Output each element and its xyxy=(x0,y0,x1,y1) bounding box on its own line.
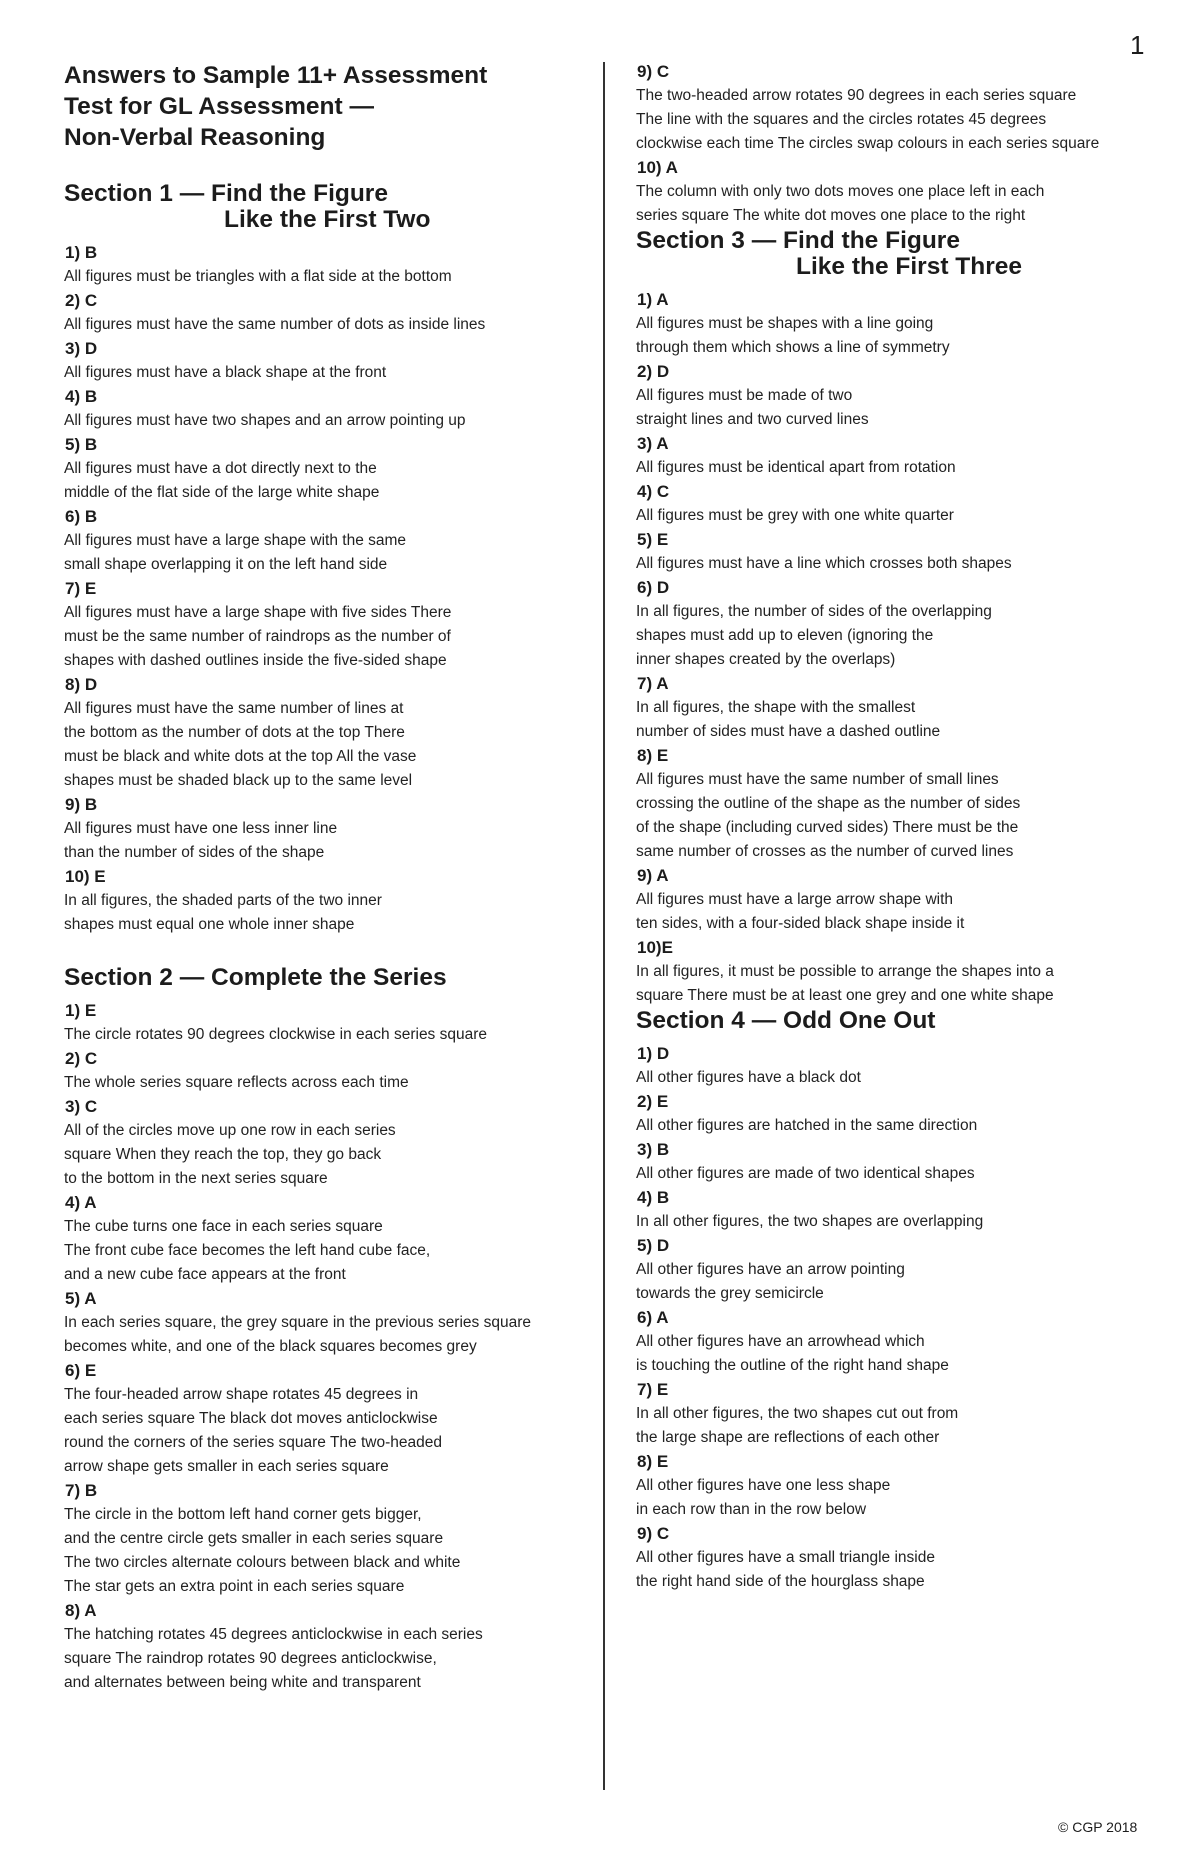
document-title-line: Non-Verbal Reasoning xyxy=(64,124,326,151)
answer-item xyxy=(636,1186,1156,1234)
answer-label: 10) E xyxy=(65,867,106,886)
answer-item xyxy=(636,1378,1156,1450)
answer-item xyxy=(636,864,1156,936)
answer-explanation: In each series square, the grey square in the previous series square becomes white, and one of the black squares becomes grey xyxy=(64,1314,531,1355)
answer-explanation: In all figures, the number of sides of the overlapping shapes must add up to eleven (ignoring the inner shapes created by the overlaps) xyxy=(636,603,992,668)
answer-label: 6) D xyxy=(637,578,670,597)
answer-label: 10)E xyxy=(637,938,673,957)
answer-explanation: All of the circles move up one row in each series square When they reach the top, they go back to the bottom in the next series square xyxy=(64,1122,396,1187)
answer-item xyxy=(64,1287,584,1359)
answer-explanation: All other figures have a black dot xyxy=(636,1069,861,1086)
answer-label: 3) A xyxy=(637,434,669,453)
section-4 xyxy=(636,1008,1156,1594)
answer-label: 2) C xyxy=(65,291,98,310)
answer-item xyxy=(636,744,1156,864)
answer-explanation: The circle in the bottom left hand corner gets bigger, and the centre circle gets smaller in each series square The two circles alternate colours between black and white The star gets an extra point in each series square xyxy=(64,1506,461,1595)
answer-label: 1) D xyxy=(637,1044,670,1063)
answer-label: 7) A xyxy=(637,674,669,693)
answer-item xyxy=(64,289,584,337)
answer-explanation: All figures must have a dot directly next to the middle of the flat side of the large white shape xyxy=(64,460,380,501)
answer-item xyxy=(636,288,1156,360)
answer-label: 9) C xyxy=(637,62,670,81)
answer-item xyxy=(636,432,1156,480)
answer-item xyxy=(64,241,584,289)
answer-label: 9) A xyxy=(637,866,669,885)
answer-item xyxy=(636,1138,1156,1186)
answer-label: 5) D xyxy=(637,1236,670,1255)
answer-label: 8) D xyxy=(65,675,98,694)
section-title-line: Like the First Three xyxy=(796,253,1023,280)
section-title xyxy=(64,181,584,233)
section-title-line: Section 1 — Find the Figure xyxy=(64,180,388,207)
answer-label: 3) B xyxy=(637,1140,670,1159)
answer-item xyxy=(636,156,1156,228)
answer-label: 1) B xyxy=(65,243,98,262)
answer-explanation: All figures must have the same number of small lines crossing the outline of the shape as the number of sides of the shape (including curved sides) There must be the same number of crosses as the number of curved lines xyxy=(636,771,1021,860)
answer-label: 3) C xyxy=(65,1097,98,1116)
answer-item xyxy=(64,865,584,937)
answer-item xyxy=(64,1191,584,1287)
answer-item xyxy=(636,360,1156,432)
answer-label: 7) B xyxy=(65,1481,98,1500)
answer-label: 8) A xyxy=(65,1601,97,1620)
section-title-line: Section 2 — Complete the Series xyxy=(64,964,447,991)
answer-item xyxy=(64,1599,584,1695)
answer-explanation: In all figures, the shaded parts of the two inner shapes must equal one whole inner shape xyxy=(64,892,382,933)
answer-label: 1) A xyxy=(637,290,669,309)
answer-explanation: All figures must have a large arrow shape with ten sides, with a four-sided black shape inside it xyxy=(636,891,965,932)
answer-explanation: In all figures, it must be possible to arrange the shapes into a square There must be at least one grey and one white shape xyxy=(636,963,1054,1004)
answer-item xyxy=(64,337,584,385)
section-title-line: Section 4 — Odd One Out xyxy=(636,1007,936,1034)
answer-label: 4) A xyxy=(65,1193,97,1212)
answer-label: 2) C xyxy=(65,1049,98,1068)
section-2 xyxy=(64,965,584,1695)
answer-item xyxy=(64,793,584,865)
answer-item xyxy=(636,936,1156,1008)
answer-item xyxy=(636,528,1156,576)
answer-item xyxy=(64,1095,584,1191)
answer-label: 9) C xyxy=(637,1524,670,1543)
answer-explanation: All figures must be identical apart from rotation xyxy=(636,459,956,476)
section-3 xyxy=(636,228,1156,1008)
answer-label: 4) C xyxy=(637,482,670,501)
answer-explanation: In all other figures, the two shapes are overlapping xyxy=(636,1213,984,1230)
answer-label: 10) A xyxy=(637,158,678,177)
answer-label: 5) B xyxy=(65,435,98,454)
answer-explanation: All figures must have a line which crosses both shapes xyxy=(636,555,1012,572)
answer-label: 5) E xyxy=(637,530,669,549)
copyright-notice: © CGP 2018 xyxy=(1058,1819,1138,1835)
answer-label: 7) E xyxy=(65,579,97,598)
answer-label: 9) B xyxy=(65,795,98,814)
answer-label: 3) D xyxy=(65,339,98,358)
answer-explanation: All other figures are hatched in the same direction xyxy=(636,1117,978,1134)
page-number: 1 xyxy=(1130,30,1145,60)
answer-item xyxy=(636,672,1156,744)
answer-label: 2) E xyxy=(637,1092,669,1111)
answer-item xyxy=(636,1522,1156,1594)
answer-explanation: The cube turns one face in each series square The front cube face becomes the left hand cube face, and a new cube face appears at the front xyxy=(64,1218,431,1283)
answer-explanation: The column with only two dots moves one place left in each series square The white dot moves one place to the right xyxy=(636,183,1045,224)
section-title-line: Like the First Two xyxy=(224,206,431,233)
answer-label: 4) B xyxy=(65,387,98,406)
section-title xyxy=(64,965,584,991)
answer-explanation: All figures must be made of two straight lines and two curved lines xyxy=(636,387,869,428)
answer-explanation: All figures must have a large shape with five sides There must be the same number of raindrops as the number of shapes with dashed outlines inside the five-sided shape xyxy=(64,604,452,669)
section-2-continued xyxy=(636,60,1156,228)
answer-explanation: All other figures have a small triangle inside the right hand side of the hourglass shape xyxy=(636,1549,935,1590)
answer-explanation: All figures must have one less inner line than the number of sides of the shape xyxy=(64,820,338,861)
document-title xyxy=(64,60,584,153)
answer-explanation: The circle rotates 90 degrees clockwise in each series square xyxy=(64,1026,488,1043)
answer-label: 8) E xyxy=(637,746,669,765)
answer-label: 1) E xyxy=(65,1001,97,1020)
answer-explanation: All other figures have an arrowhead which is touching the outline of the right hand shape xyxy=(636,1333,949,1374)
answer-explanation: The two-headed arrow rotates 90 degrees in each series square The line with the squares and the circles rotates 45 degrees clockwise each time The circles swap colours in each series square xyxy=(636,87,1100,152)
answer-item xyxy=(636,1306,1156,1378)
answer-explanation: All figures must have the same number of lines at the bottom as the number of dots at the top There must be black and white dots at the top All the vase shapes must be shaded black up to the same level xyxy=(64,700,417,789)
answer-explanation: All other figures have an arrow pointing towards the grey semicircle xyxy=(636,1261,905,1302)
document-title-line: Answers to Sample 11+ Assessment xyxy=(64,62,488,89)
answer-item xyxy=(64,1047,584,1095)
answer-item xyxy=(636,480,1156,528)
right-column xyxy=(636,60,1156,1594)
section-title xyxy=(636,1008,1156,1034)
answer-item xyxy=(64,577,584,673)
answer-item xyxy=(64,999,584,1047)
answer-explanation: In all other figures, the two shapes cut out from the large shape are reflections of each other xyxy=(636,1405,959,1446)
answer-label: 2) D xyxy=(637,362,670,381)
section-1 xyxy=(64,181,584,937)
answer-explanation: All other figures have one less shape in each row than in the row below xyxy=(636,1477,891,1518)
answer-label: 6) B xyxy=(65,507,98,526)
section-title-line: Section 3 — Find the Figure xyxy=(636,227,960,254)
answer-explanation: The hatching rotates 45 degrees anticlockwise in each series square The raindrop rotates 90 degrees anticlockwise, and alternates between being white and transparent xyxy=(64,1626,483,1691)
answer-label: 4) B xyxy=(637,1188,670,1207)
answer-item xyxy=(64,673,584,793)
answer-item xyxy=(636,60,1156,156)
answer-explanation: The four-headed arrow shape rotates 45 degrees in each series square The black dot moves anticlockwise round the corners of the series square The two-headed arrow shape gets smaller in each series square xyxy=(64,1386,442,1475)
section-title xyxy=(636,228,1156,280)
answer-explanation: All other figures are made of two identical shapes xyxy=(636,1165,975,1182)
answer-explanation: All figures must be grey with one white quarter xyxy=(636,507,954,524)
answer-item xyxy=(636,1450,1156,1522)
answer-label: 6) A xyxy=(637,1308,669,1327)
answer-item xyxy=(64,1479,584,1599)
answer-explanation: All figures must have the same number of dots as inside lines xyxy=(64,316,486,333)
answer-item xyxy=(636,1090,1156,1138)
answer-label: 6) E xyxy=(65,1361,97,1380)
answer-item xyxy=(64,385,584,433)
answer-item xyxy=(636,1234,1156,1306)
column-divider xyxy=(603,62,605,1790)
answer-explanation: All figures must be shapes with a line going through them which shows a line of symmetry xyxy=(636,315,950,356)
answer-explanation: All figures must have two shapes and an arrow pointing up xyxy=(64,412,466,429)
answer-label: 7) E xyxy=(637,1380,669,1399)
answer-item xyxy=(64,433,584,505)
answer-label: 8) E xyxy=(637,1452,669,1471)
answer-explanation: In all figures, the shape with the smallest number of sides must have a dashed outline xyxy=(636,699,941,740)
document-title-line: Test for GL Assessment — xyxy=(64,93,374,120)
answer-item xyxy=(636,1042,1156,1090)
left-column xyxy=(64,60,584,1695)
answer-item xyxy=(64,505,584,577)
answer-explanation: All figures must have a black shape at the front xyxy=(64,364,387,381)
answer-label: 5) A xyxy=(65,1289,97,1308)
answer-explanation: The whole series square reflects across each time xyxy=(64,1074,409,1091)
answer-item xyxy=(636,576,1156,672)
answer-item xyxy=(64,1359,584,1479)
answer-explanation: All figures must have a large shape with the same small shape overlapping it on the left hand side xyxy=(64,532,407,573)
answer-explanation: All figures must be triangles with a flat side at the bottom xyxy=(64,268,452,285)
